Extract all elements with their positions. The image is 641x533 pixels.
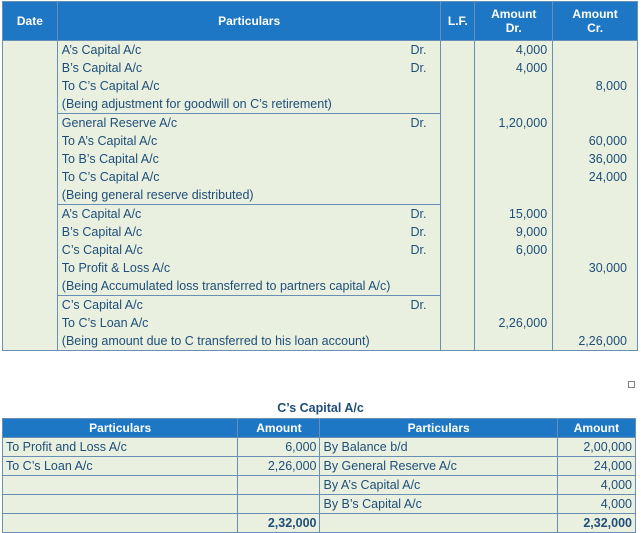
resize-handle[interactable]	[628, 381, 635, 388]
ledger-row	[3, 438, 636, 457]
spacer	[475, 259, 552, 277]
ledger-header-amount-dr: Amount	[238, 419, 320, 438]
cr-particular: By B’s Capital A/c	[320, 495, 557, 514]
credit-column	[553, 41, 638, 351]
entry-line	[58, 59, 441, 77]
debit-amount: 6,000	[515, 243, 548, 257]
dr-total-label	[3, 514, 238, 533]
credit-amount: 2,26,000	[578, 334, 627, 348]
header-amount-cr	[553, 2, 638, 41]
ledger-table	[2, 418, 636, 533]
journal-body-row	[3, 41, 638, 351]
ledger-header-row	[3, 419, 636, 438]
spacer	[475, 186, 552, 204]
line-text: To B’s Capital A/c	[61, 152, 159, 166]
cr-amount: 2,00,000	[557, 438, 635, 457]
spacer	[553, 241, 637, 259]
entry-line	[58, 150, 441, 168]
dr-marker: Dr.	[410, 243, 427, 257]
cr-amount: 4,000	[557, 476, 635, 495]
spacer	[553, 59, 637, 77]
credit-amount: 30,000	[588, 261, 627, 275]
entry-line	[58, 168, 441, 186]
line-text: C’s Capital A/c	[61, 298, 143, 312]
credit-amount: 36,000	[588, 152, 627, 166]
dr-marker: Dr.	[410, 225, 427, 239]
entry-line	[58, 223, 441, 241]
line-text: C’s Capital A/c	[61, 243, 143, 257]
ledger-row	[3, 476, 636, 495]
spacer	[475, 77, 552, 95]
spacer	[475, 168, 552, 186]
particulars-column	[57, 41, 441, 351]
debit-amount: 15,000	[508, 207, 548, 221]
dr-marker: Dr.	[410, 61, 427, 75]
dr-marker: Dr.	[410, 43, 427, 57]
dr-amount: 2,26,000	[238, 457, 320, 476]
narration: (Being Accumulated loss transferred to partners capital A/c)	[61, 279, 391, 293]
spacer	[553, 277, 637, 295]
cr-amount: 4,000	[557, 495, 635, 514]
debit-amount: 2,26,000	[498, 316, 548, 330]
journal-entry	[58, 295, 441, 350]
spacer	[475, 132, 552, 150]
dr-total: 2,32,000	[238, 514, 320, 533]
line-text: General Reserve A/c	[61, 116, 178, 130]
ledger-header-amount-cr: Amount	[557, 419, 635, 438]
narration: (Being general reserve distributed)	[61, 188, 254, 202]
cr-particular: By Balance b/d	[320, 438, 557, 457]
spacer	[553, 95, 637, 113]
cr-amount: 24,000	[557, 457, 635, 476]
entry-line	[58, 41, 441, 59]
dr-particular	[3, 495, 238, 514]
line-text: To Profit & Loss A/c	[61, 261, 171, 275]
ledger-total-row	[3, 514, 636, 533]
lf-column	[441, 41, 475, 351]
entry-line	[58, 241, 441, 259]
dr-particular: To C’s Loan A/c	[3, 457, 238, 476]
spacer	[475, 277, 552, 295]
ledger-header-particulars-dr: Particulars	[3, 419, 238, 438]
line-text: A’s Capital A/c	[61, 207, 142, 221]
entry-line	[58, 77, 441, 95]
dr-amount: 6,000	[238, 438, 320, 457]
entry-line	[58, 296, 441, 314]
dr-particular: To Profit and Loss A/c	[3, 438, 238, 457]
dr-marker: Dr.	[410, 298, 427, 312]
journal-table	[2, 1, 638, 351]
date-column	[3, 41, 58, 351]
spacer	[475, 150, 552, 168]
line-text: B’s Capital A/c	[61, 61, 143, 75]
header-amount-cr-line1: Amount	[572, 7, 618, 21]
cr-total: 2,32,000	[557, 514, 635, 533]
spacer	[553, 313, 637, 332]
line-text: To C’s Loan A/c	[61, 316, 149, 330]
cr-particular: By A’s Capital A/c	[320, 476, 557, 495]
spacer	[553, 295, 637, 313]
narration: (Being adjustment for goodwill on C’s retirement)	[61, 97, 332, 111]
dr-marker: Dr.	[410, 116, 427, 130]
line-text: To C’s Capital A/c	[61, 79, 160, 93]
line-text: B’s Capital A/c	[61, 225, 143, 239]
spacer	[553, 113, 637, 132]
credit-amount: 24,000	[588, 170, 627, 184]
debit-amount: 1,20,000	[498, 116, 548, 130]
entry-line	[58, 314, 441, 332]
dr-amount	[238, 495, 320, 514]
spacer	[553, 223, 637, 241]
debit-column	[475, 41, 553, 351]
cr-particular: By General Reserve A/c	[320, 457, 557, 476]
header-amount-dr-line2: Dr.	[505, 21, 522, 35]
line-text: To C’s Capital A/c	[61, 170, 160, 184]
journal-entry	[58, 113, 441, 204]
debit-amount: 4,000	[515, 43, 548, 57]
dr-marker: Dr.	[410, 207, 427, 221]
entry-line	[58, 132, 441, 150]
cr-total-label	[320, 514, 557, 533]
narration: (Being amount due to C transferred to his loan account)	[61, 334, 370, 348]
credit-amount: 8,000	[595, 79, 627, 93]
ledger-header-particulars-cr: Particulars	[320, 419, 557, 438]
journal-entry	[58, 204, 441, 295]
header-lf: L.F.	[441, 2, 475, 41]
dr-particular	[3, 476, 238, 495]
spacer	[475, 295, 552, 313]
spacer	[553, 186, 637, 204]
spacer	[475, 95, 552, 113]
journal-header-row	[3, 2, 638, 41]
ledger-title: C’s Capital A/c	[277, 401, 364, 415]
ledger-row	[3, 457, 636, 476]
debit-amount: 9,000	[515, 225, 548, 239]
header-amount-dr	[475, 2, 553, 41]
ledger-row	[3, 495, 636, 514]
header-particulars: Particulars	[57, 2, 441, 41]
entry-line	[58, 259, 441, 277]
header-amount-dr-line1: Amount	[491, 7, 537, 21]
header-date: Date	[3, 2, 58, 41]
spacer	[553, 204, 637, 223]
entry-line	[58, 114, 441, 132]
spacer	[553, 41, 637, 59]
debit-amount: 4,000	[515, 61, 548, 75]
credit-amount: 60,000	[588, 134, 627, 148]
journal-entry	[58, 41, 441, 113]
entry-line	[58, 205, 441, 223]
line-text: To A’s Capital A/c	[61, 134, 158, 148]
header-amount-cr-line2: Cr.	[587, 21, 604, 35]
dr-amount	[238, 476, 320, 495]
line-text: A’s Capital A/c	[61, 43, 142, 57]
